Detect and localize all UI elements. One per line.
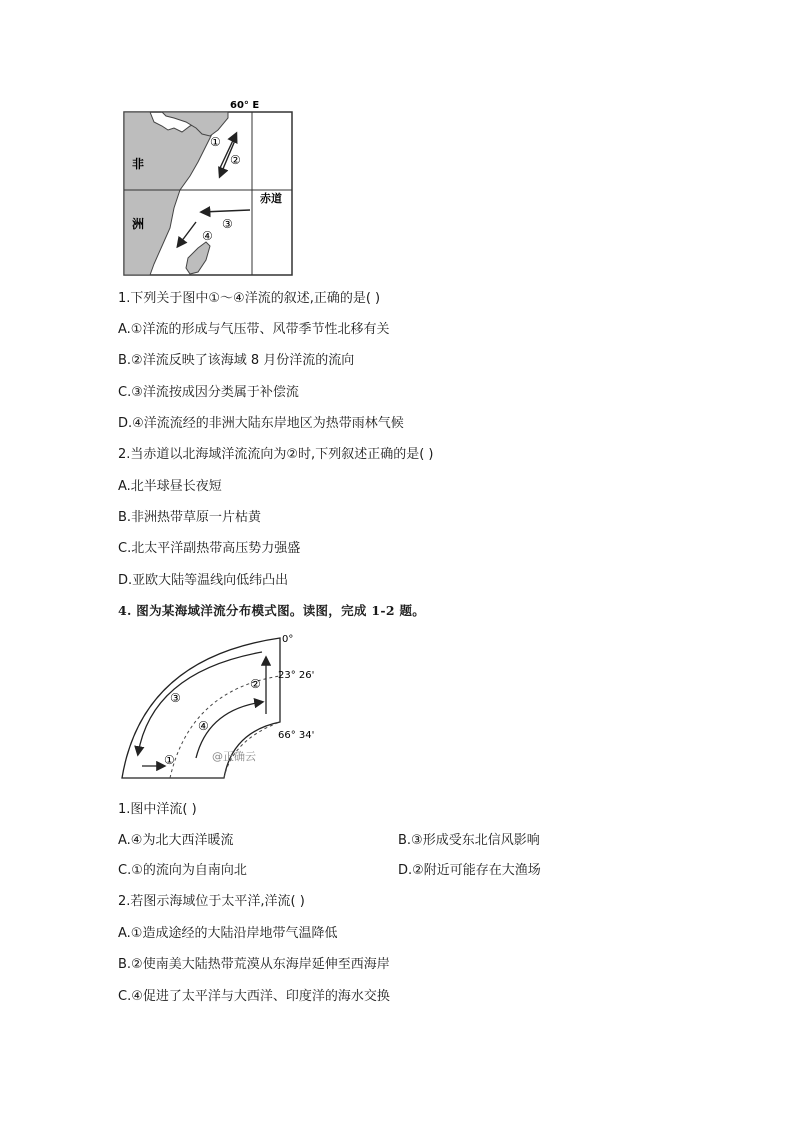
ocean-current-map-2: [112, 628, 332, 784]
lat-0-label: 0°: [282, 634, 294, 645]
current-3-label: ③: [170, 691, 181, 705]
current-3-label: ③: [222, 217, 233, 231]
set2-q2-stem: 2.若图示海域位于太平洋,洋流( ): [118, 894, 305, 909]
set1-q1-stem: 1.下列关于图中①～④洋流的叙述,正确的是( ): [118, 291, 381, 306]
current-4-label: ④: [202, 229, 213, 243]
set1-q2-option-d: D.亚欧大陆等温线向低纬凸出: [118, 573, 289, 588]
lat-23-label: 23° 26': [278, 670, 315, 681]
current-3-arrow: [138, 652, 262, 754]
continent-label-top: 非: [132, 157, 145, 171]
set1-q1-option-b: B.②洋流反映了该海域 8 月份洋流的流向: [118, 353, 355, 368]
set2-q1-stem: 1.图中洋流( ): [118, 802, 197, 817]
ocean-current-map-1: [110, 96, 296, 278]
set2-q1-option-d: D.②附近可能存在大渔场: [398, 863, 541, 878]
set1-q2-option-b: B.非洲热带草原一片枯黄: [118, 510, 262, 525]
current-2-label: ②: [230, 153, 241, 167]
set1-q1-option-d: D.④洋流流经的非洲大陆东岸地区为热带雨林气候: [118, 416, 404, 431]
lat-66-label: 66° 34': [278, 730, 315, 741]
continent-label-bottom: 洲: [132, 217, 145, 231]
set1-q2-option-c: C.北太平洋副热带高压势力强盛: [118, 541, 301, 556]
set2-title: 4. 图为某海域洋流分布模式图。读图，完成 1-2 题。: [118, 603, 426, 618]
set2-q2-option-c: C.④促进了太平洋与大西洋、印度洋的海水交换: [118, 989, 390, 1004]
current-1-label: ①: [210, 135, 221, 149]
set1-q2-stem: 2.当赤道以北海域洋流流向为②时,下列叙述正确的是( ): [118, 447, 434, 462]
set1-q1-option-a: A.①洋流的形成与气压带、风带季节性北移有关: [118, 322, 390, 337]
sector-outline: [122, 638, 280, 778]
equator-label: 赤道: [260, 192, 282, 205]
set2-q2-option-b: B.②使南美大陆热带荒漠从东海岸延伸至西海岸: [118, 957, 390, 972]
current-2-label: ②: [250, 677, 261, 691]
set2-q1-option-c: C.①的流向为自南向北: [118, 863, 247, 878]
set1-q1-option-c: C.③洋流按成因分类属于补偿流: [118, 385, 299, 400]
set2-q1-option-a: A.④为北大西洋暖流: [118, 833, 234, 848]
watermark: @正确云: [212, 750, 256, 763]
set2-q2-option-a: A.①造成途经的大陆沿岸地带气温降低: [118, 926, 338, 941]
current-4-label: ④: [198, 719, 209, 733]
current-1-label: ①: [164, 753, 175, 767]
meridian-label: 60° E: [230, 100, 260, 111]
set1-q2-option-a: A.北半球昼长夜短: [118, 479, 222, 494]
set2-q1-option-b: B.③形成受东北信风影响: [398, 833, 540, 848]
